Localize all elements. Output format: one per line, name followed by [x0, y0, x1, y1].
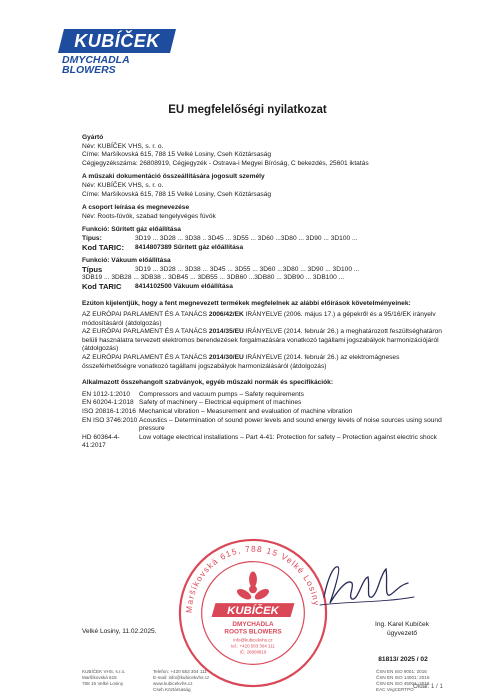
- standard-code: EN ISO 3746:2010: [82, 416, 138, 424]
- footer-line: EAC VegCERTPO: [376, 687, 414, 692]
- footer-line: Maršíkovská 615: [82, 675, 117, 680]
- document-number: 81813/ 2025 / 02: [378, 656, 428, 663]
- group-heading: A csoport leírása és megnevezése: [82, 204, 190, 212]
- stamp-fan-icon: [235, 572, 270, 602]
- document-body: [82, 134, 452, 456]
- function2-types-label: Típus: [82, 264, 103, 274]
- page-number: Oldal: 1 / 1: [413, 683, 443, 690]
- directive3-text: IRÁNYELVE (2014. február 26.) az elektromágneses összeférhetőségre vonatkozó tagállami jogszabályok harmonizálásáról (átdolgozás): [82, 354, 400, 370]
- function1-kod-label: Kod TARIC:: [82, 242, 125, 252]
- function2-kod-value: 8414102500 Vákuum előállítása: [135, 282, 233, 290]
- directive1-prefix: AZ EURÓPAI PARLAMENT ÉS A TANÁCS: [82, 311, 209, 319]
- stamp-ring-text: Maršíkovská 615, 788 15 Velké Losiny: [183, 543, 322, 614]
- signer-name: Ing. Karel Kubíček: [375, 621, 429, 628]
- manufacturer-address: Címe: Maršíkovská 615, 788 15 Velké Losiny, Cseh Köztársaság: [82, 151, 271, 159]
- declaration-section: [82, 300, 452, 372]
- function2-kod-row: [82, 283, 452, 292]
- stamp-ic: IČ: 26808919: [239, 649, 267, 655]
- directive3-number: 2014/30/EU: [208, 354, 244, 362]
- manufacturer-name: Név: KUBÍČEK VHS, s. r. o.: [82, 142, 164, 150]
- standard-desc: Safety of machinery – Electrical equipment of machines: [139, 399, 302, 407]
- standard-desc: Compressors and vacuum pumps – Safety requirements: [139, 390, 304, 398]
- function2-types-line2: 3DB19 ... 3DB28 ... 3DB38 .. 3DB45 ... 3DB55 ... 3DB60 ...3DB80 ... 3DB90 ... 3DB100 ...: [82, 274, 345, 282]
- footer-company: [82, 669, 125, 687]
- stamp-tel: tel.: +420 583 304 111: [231, 643, 275, 649]
- footer-line: ČSN EN ISO 45001: 2018: [376, 681, 430, 686]
- function1-types-row: [82, 235, 452, 244]
- function1-types-label: Típus:: [82, 234, 102, 242]
- directive-2006-42: [82, 311, 452, 328]
- footer-line: Telefon: +420 583 304 111: [153, 669, 207, 674]
- standard-row: [82, 408, 452, 417]
- function1-section: [82, 226, 452, 252]
- directive-2014-35: [82, 328, 452, 354]
- tech-doc-heading: A műszaki dokumentáció összeállítására jogosult személy: [82, 173, 265, 181]
- standards-section: [82, 379, 452, 451]
- function2-types-row: [82, 266, 452, 275]
- standards-heading: Alkalmazott összehangolt szabványok, egyéb műszaki normák és specifikációk:: [82, 379, 334, 387]
- function1-types: 3D19 ... 3D28 ... 3D38 .. 3D45 ... 3D55 ... 3D60 ...3D80 ... 3D90 ... 3D100 ...: [135, 234, 358, 242]
- standard-desc: Mechanical vibration – Measurement and evaluation of machine vibration: [139, 408, 353, 416]
- directive2-text: IRÁNYELVE (2014. február 26.) a meghatározott feszültséghatáron belüli használatra tervezett elektromos berendezések forgalmazására vonatkozó tagállami jogszabályok harmonizációjáról (átdolgozás): [82, 328, 442, 353]
- function1-heading: Funkció: Sűrített gáz előállítása: [82, 226, 181, 234]
- stamp-line2: ROOTS BLOWERS: [224, 628, 282, 636]
- function1-kod-value: 8414807389 Sűrített gáz előállítása: [135, 243, 244, 251]
- tech-doc-address: Címe: Maršíkovská 615, 788 15 Velké Losiny, Cseh Köztársaság: [82, 190, 271, 198]
- function2-types-line1: 3D19 ... 3D28 ... 3D38 ... 3D45 ... 3D55 ... 3D60 ...3D80 ... 3D90 ... 3D100 ...: [135, 265, 360, 273]
- directive1-number: 2006/42/EK: [208, 311, 244, 319]
- directive1-text: IRÁNYELVE (2006. május 17.) a gépekről és a 95/16/EK irányelv módosításáról (átdolgozás): [82, 311, 436, 327]
- footer-contact: [153, 669, 209, 693]
- footer-line: E-mail: info@kubicekvhs.cz: [153, 675, 210, 680]
- standard-desc: Acoustics – Determination of sound power levels and sound energy levels of noise sources using sound pressure: [139, 416, 442, 433]
- standard-row: [82, 391, 452, 400]
- place-date: Velké Losiny, 11.02.2025.: [82, 628, 157, 635]
- standard-code: ISO 20816-1:2016: [82, 408, 136, 416]
- group-section: [82, 204, 452, 221]
- standard-row: [82, 434, 452, 451]
- footer-line: Cseh Köztársaság: [153, 687, 191, 692]
- group-name: Név: Roots-fúvók, szabad tengelyvéges fúvók: [82, 212, 216, 220]
- directive3-prefix: AZ EURÓPAI PARLAMENT ÉS A TANÁCS: [82, 354, 209, 362]
- manufacturer-heading: Gyártó: [82, 134, 104, 141]
- standard-code: EN 1012-1:2010: [82, 390, 131, 398]
- footer-line: ČSN EN ISO 14001: 2016: [376, 675, 430, 680]
- logo-badge: [58, 29, 176, 53]
- tech-doc-name: Név: KUBÍČEK VHS, s. r. o.: [82, 181, 164, 189]
- stamp-line1: DMYCHADLA: [232, 620, 274, 628]
- directive-2014-30: [82, 354, 452, 371]
- function2-heading: Funkció: Vákuum előállítása: [82, 257, 171, 265]
- manufacturer-register: Cégjegyzékszáma: 26808919, Cégjegyzék - Ostrava-i Megyei Bíróság, C bekezdés, 25601 iktatás: [82, 159, 369, 167]
- signer-block: [342, 621, 462, 638]
- stamp-email: info@kubicekvhs.cz: [233, 637, 273, 643]
- company-logo: [58, 29, 176, 75]
- standard-row: [82, 399, 452, 408]
- footer-line: www.kubicekvhs.cz: [153, 681, 193, 686]
- standard-desc: Low voltage electrical installations – Part 4-41: Protection for safety – Protection against electric shock: [139, 433, 437, 441]
- footer-line: 788 15 Velké Losiny: [82, 681, 124, 686]
- logo-line1: DMYCHADLA: [62, 54, 130, 66]
- standard-code: HD 60364-4-41:2017: [82, 433, 120, 450]
- footer-line: ČSN EN ISO 9001: 2016: [376, 669, 427, 674]
- directive2-number: 2014/35/EU: [208, 328, 244, 336]
- function2-kod-label: Kod TARIC: [82, 281, 122, 291]
- directive2-prefix: AZ EURÓPAI PARLAMENT ÉS A TANÁCS: [82, 328, 209, 336]
- logo-line2: BLOWERS: [62, 64, 116, 76]
- function2-section: [82, 257, 452, 291]
- logo-name: KUBÍČEK: [74, 31, 160, 51]
- standard-row: [82, 417, 452, 434]
- declaration-intro: Ezúton kijelentjük, hogy a fent megnevezett termékek megfelelnek az alábbi előírások követelményeinek:: [82, 299, 411, 307]
- document-title: EU megfelelőségi nyilatkozat: [168, 104, 327, 116]
- standard-code: EN 60204-1:2018: [82, 399, 134, 407]
- signer-role: ügyvezető: [386, 629, 418, 637]
- footer-line: KUBÍČEK VHS, s.r.o.: [82, 669, 126, 674]
- tech-doc-section: [82, 173, 452, 199]
- manufacturer-section: [82, 134, 452, 168]
- handwritten-signature: [310, 557, 420, 615]
- stamp-brand: KUBÍČEK: [227, 604, 279, 617]
- function1-kod-row: [82, 244, 452, 253]
